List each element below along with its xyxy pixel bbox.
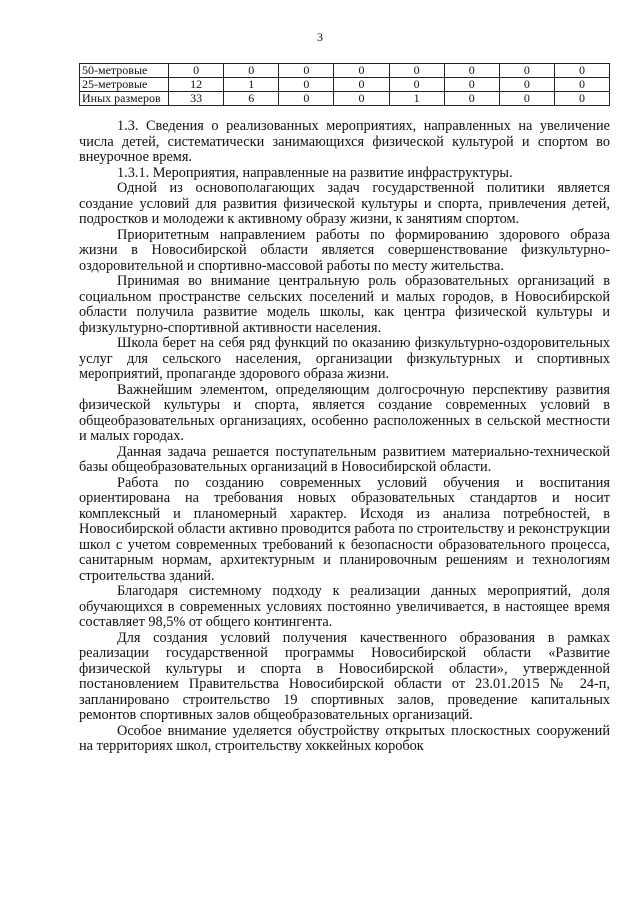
table-cell: 0	[554, 64, 609, 78]
body-paragraph: Работа по созданию современных условий обучения и воспитания ориентирована на требования новых образовательных стандартов и носит комплексный и планомерный характер. Исходя из анализа потребностей, в Новосибирской области активно проводится работа по строительству и реконструкции школ с учетом современных требований к безопасности образовательного процесса, санитарным нормам, архитектурным и планировочным решениям и технологиям строительства зданий.	[79, 474, 610, 584]
section-heading: 1.3. Сведения о реализованных мероприятиях, направленных на увеличение числа детей, систематически занимающихся физической культурой и спортом во внеурочное время.	[79, 118, 610, 165]
body-paragraph: Данная задача решается поступательным развитием материально-технической базы общеобразовательных организаций в Новосибирской области.	[79, 443, 610, 475]
table-cell: 0	[224, 64, 279, 78]
table-row	[80, 78, 610, 92]
subsection-heading: 1.3.1. Мероприятия, направленные на развитие инфраструктуры.	[117, 164, 513, 181]
table-cell: 0	[499, 78, 554, 92]
document-body	[79, 119, 610, 755]
table-cell: 0	[444, 78, 499, 92]
table-cell: 33	[169, 92, 224, 106]
table-cell: 1	[224, 78, 279, 92]
body-paragraph: Особое внимание уделяется обустройству открытых плоскостных сооружений на территориях школ, строительству хоккейных коробок	[79, 722, 610, 754]
body-paragraph: Приоритетным направлением работы по формированию здорового образа жизни в Новосибирской области является совершенствование физкультурно-оздоровительной и спортивно-массовой работы по месту жительства.	[79, 226, 610, 274]
table-cell: 0	[279, 78, 334, 92]
table-cell: 0	[279, 92, 334, 106]
table-row	[80, 92, 610, 106]
body-paragraph: Для создания условий получения качественного образования в рамках реализации государственной программы Новосибирской области «Развитие физической культуры и спорта в Новосибирской области», утвержденной постановлением Правительства Новосибирской области от 23.01.2015 № 24-п, запланировано строительство 19 спортивных залов, проведение капитальных ремонтов спортивных залов общеобразовательных организаций.	[79, 629, 610, 723]
page-number: 3	[317, 30, 323, 44]
sports-facilities-table	[79, 63, 610, 106]
row-label: Иных размеров	[80, 92, 169, 106]
body-paragraph: Школа берет на себя ряд функций по оказанию физкультурно-оздоровительных услуг для сельского населения, организации физкультурных и спортивных мероприятий, пропаганде здорового образа жизни.	[79, 335, 610, 382]
table-cell: 0	[499, 92, 554, 106]
table-cell: 0	[444, 64, 499, 78]
row-label: 50-метровые	[80, 64, 169, 78]
row-label: 25-метровые	[80, 78, 169, 92]
table-cell: 0	[389, 64, 444, 78]
table-cell: 1	[389, 92, 444, 106]
table-cell: 0	[334, 78, 389, 92]
table-row	[80, 64, 610, 78]
table-cell: 12	[169, 78, 224, 92]
table-cell: 0	[169, 64, 224, 78]
body-paragraph: Важнейшим элементом, определяющим долгосрочную перспективу развития физической культуры и спорта, является создание современных условий в общеобразовательных организациях, особенно расположенных в сельской местности и малых городах.	[79, 381, 610, 444]
table-cell: 0	[444, 92, 499, 106]
table-cell: 0	[389, 78, 444, 92]
body-paragraph: Одной из основополагающих задач государственной политики является создание условий для развития физической культуры и спорта, привлечения детей, подростков и молодежи к активному образу жизни, к занятиям спортом.	[79, 180, 610, 227]
table-cell: 0	[334, 64, 389, 78]
body-paragraph: Благодаря системному подходу к реализации данных мероприятий, доля обучающихся в современных условиях постоянно увеличивается, в настоящее время составляет 98,5% от общего контингента.	[79, 583, 610, 630]
table-cell: 0	[499, 64, 554, 78]
table-cell: 0	[279, 64, 334, 78]
table-cell: 0	[554, 78, 609, 92]
table-cell: 0	[554, 92, 609, 106]
body-paragraph: Принимая во внимание центральную роль образовательных организаций в социальном пространстве сельских поселений и малых городов, в Новосибирской области получила развитие модель школы, как центра физической культуры и физкультурно-спортивной активности населения.	[79, 273, 610, 336]
table-cell: 6	[224, 92, 279, 106]
table-cell: 0	[334, 92, 389, 106]
